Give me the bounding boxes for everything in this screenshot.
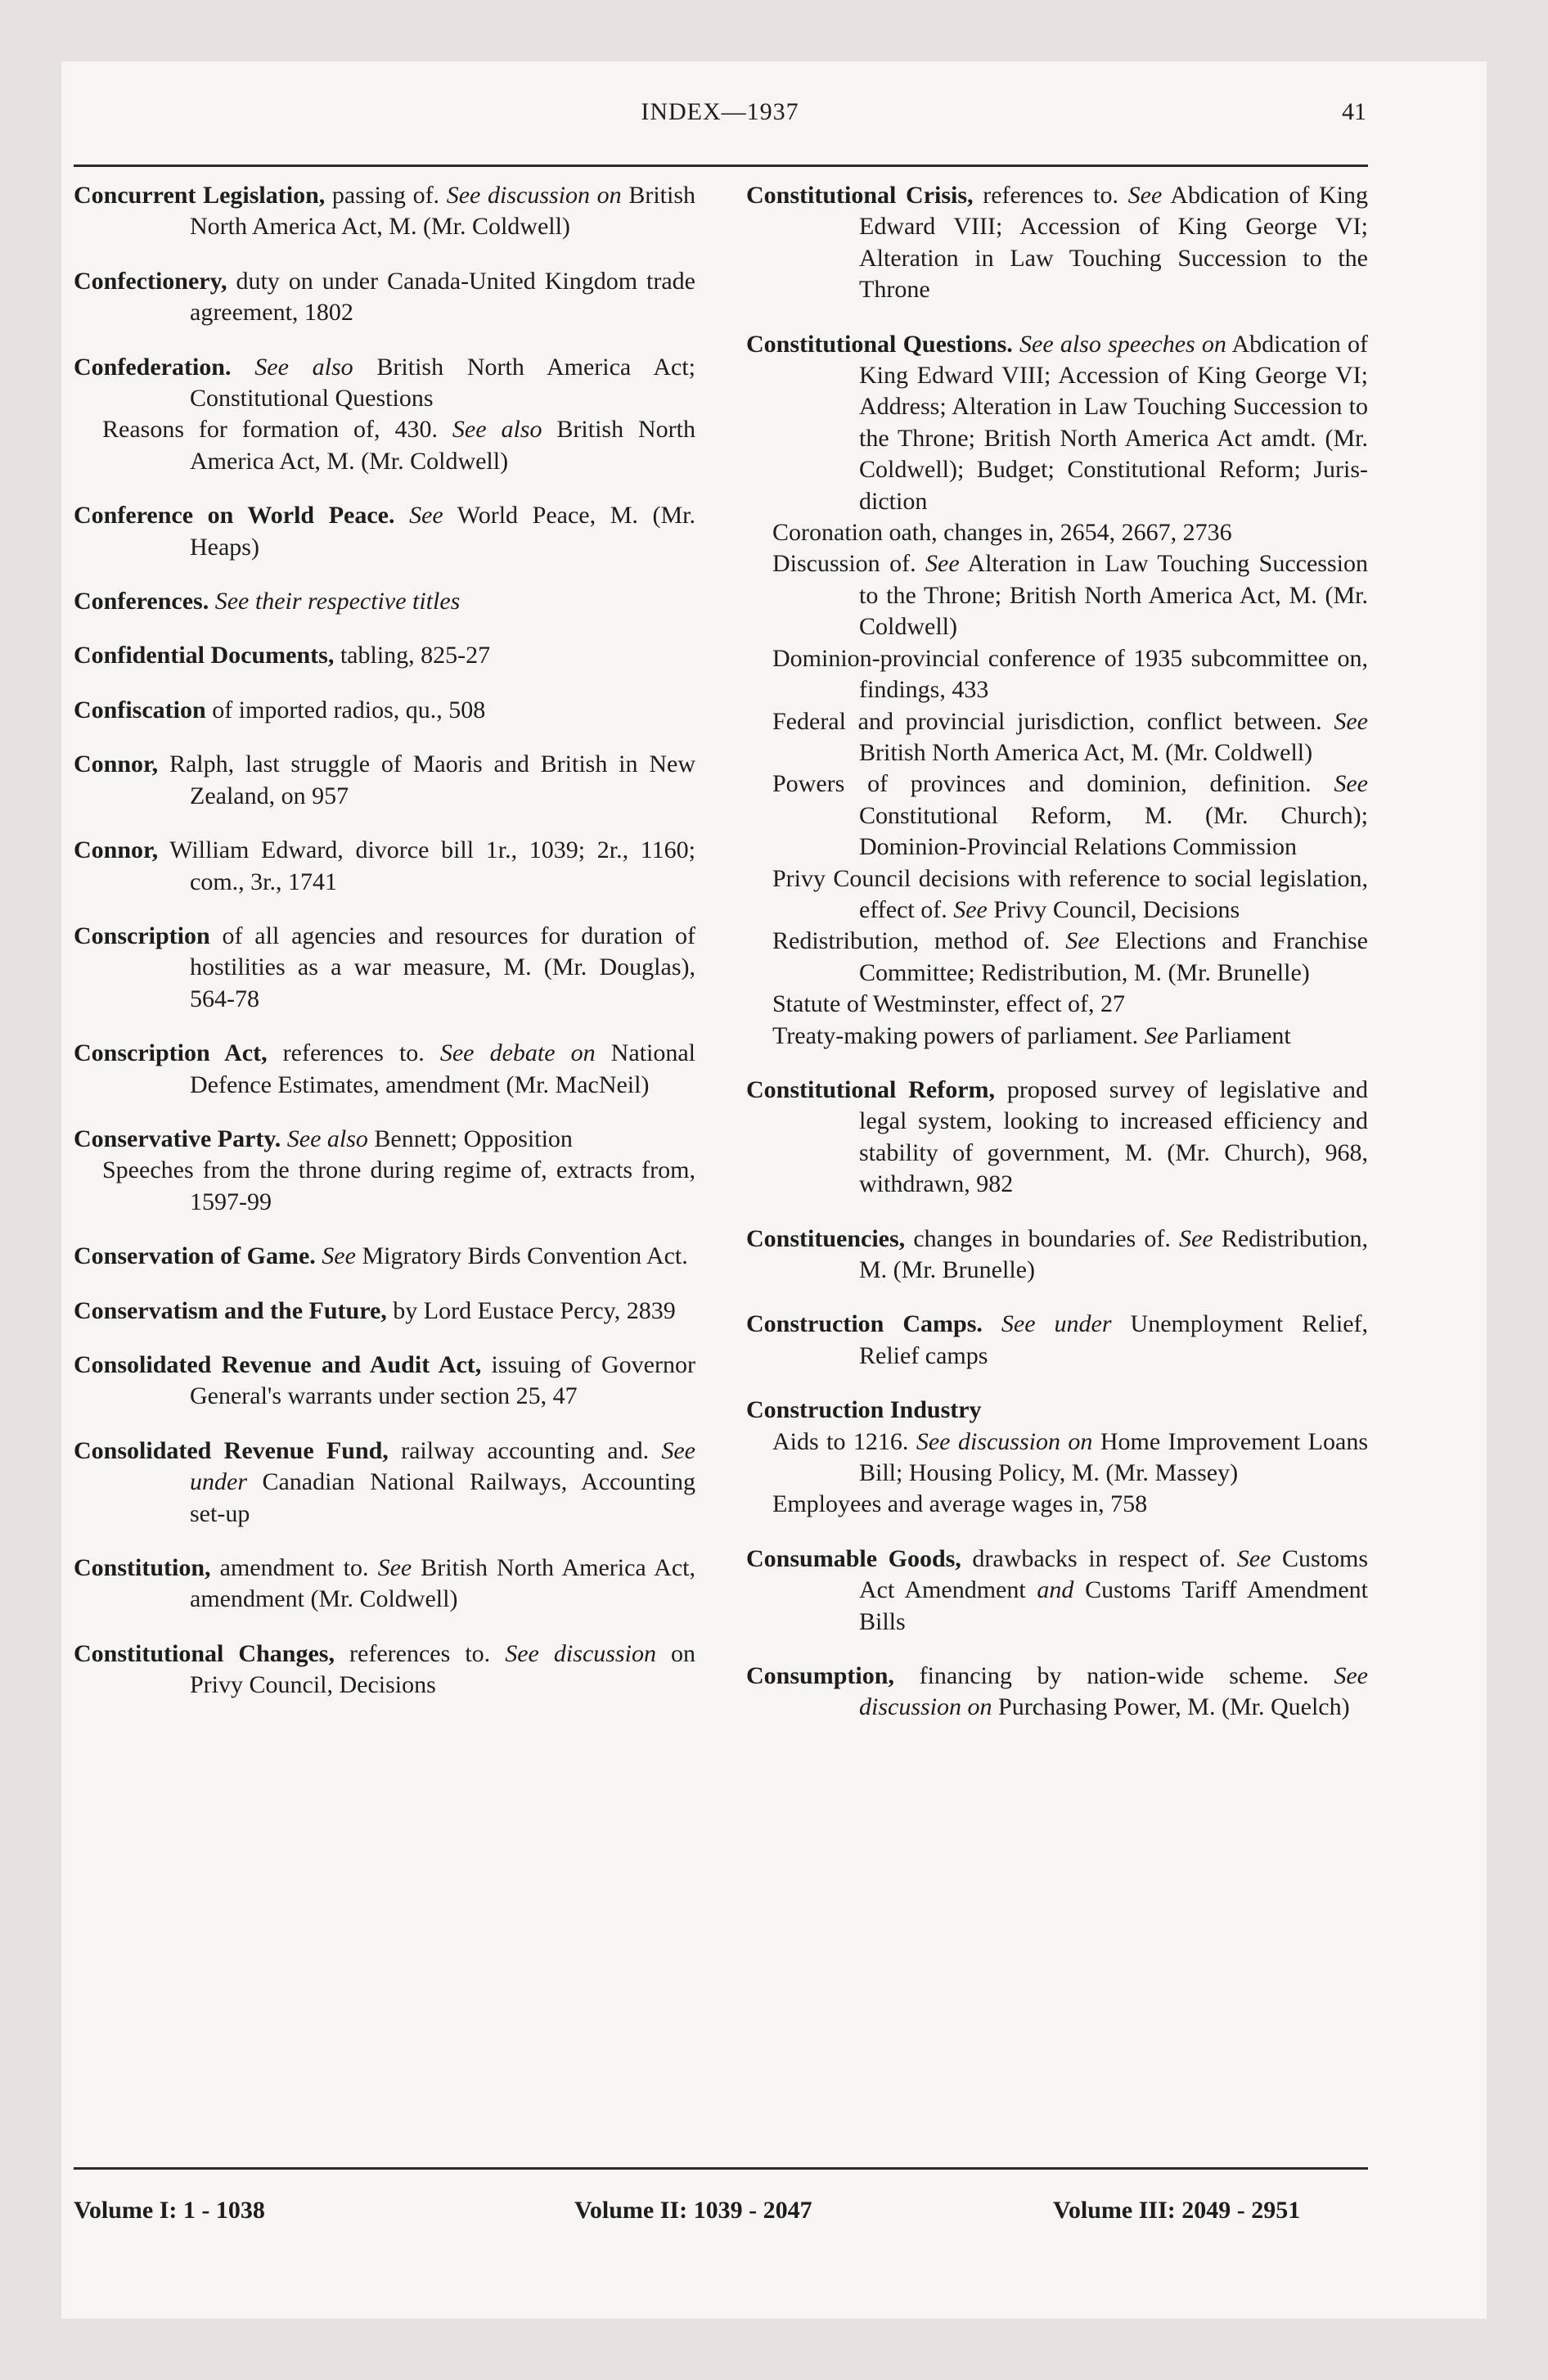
entry-heading: Construction Industry <box>746 1396 982 1424</box>
entry-text: Confidential Documents, tabling, 825-27 <box>74 642 491 669</box>
entry-heading: Conscription <box>74 922 210 949</box>
entry-heading: Constitutional Questions. <box>746 330 1013 358</box>
entry-subheading: Discussion of. See Alteration in Law Touching Succession to the Throne; British North America Act, M. (Mr. Coldwell) <box>772 550 1368 641</box>
entry-text: Confederation. See also British North America Act; Constitutional Questions <box>74 353 695 412</box>
entry-text: Consumable Goods, drawbacks in respect of. See Customs Act Amendment and Customs Tariff Amendment Bills <box>746 1544 1368 1635</box>
entry-subheading: Privy Council decisions with reference to social legislation, effect of. See Privy Council, Decisions <box>772 864 1368 923</box>
entry-subheading: Powers of provinces and dominion, definition. See Constitutional Reform, M. (Mr. Church); Dominion-Provincial Relations Commission <box>772 770 1368 861</box>
volume-footer <box>74 2197 1368 2233</box>
entry-text: Construction Camps. See under Unemployment Relief, Relief camps <box>746 1310 1368 1369</box>
entry-heading: Confiscation <box>74 696 206 723</box>
entry-heading: Consumption, <box>746 1662 894 1690</box>
index-entry <box>74 1296 695 1327</box>
entry-text <box>746 1395 1368 1426</box>
index-entry <box>74 921 695 1015</box>
entry-text: Connor, William Edward, divorce bill 1r., 1039; 2r., 1160; com., 3r., 1741 <box>74 836 695 895</box>
entry-text: Constitutional Crisis, references to. See Abdication of King Edward VIII; Accession of King George VI; Alteration in Law Touching Succession to the Throne <box>746 182 1368 304</box>
index-entry <box>74 1038 695 1101</box>
entry-text: Consumption, financing by nation-wide scheme. See discussion on Purchasing Power, M. (Mr. Quelch) <box>746 1662 1368 1721</box>
entry-text: Connor, Ralph, last struggle of Maoris and British in New Zealand, on 957 <box>74 751 695 809</box>
entry-text: Constitutional Reform, proposed survey of legislative and legal system, looking to increased efficiency and stability of government, M. (Mr. Church), 968, withdrawn, 982 <box>746 1075 1368 1198</box>
entry-text: Constitutional Questions. See also speeches on Abdication of King Edward VIII; Accession of King George VI; Address; Alteration in Law Touching Succession to the Throne; British North America Act amdt. (Mr. Coldwell); Budget; Constitutional Reform; Jurisdiction <box>746 330 1368 515</box>
entry-subheading: Employees and average wages in, 758 <box>772 1490 1148 1518</box>
index-entry <box>74 749 695 812</box>
index-entry <box>746 1075 1368 1201</box>
entry-heading: Confectionery, <box>74 267 227 295</box>
index-entry <box>74 1124 695 1218</box>
index-entry <box>74 695 695 726</box>
entry-text: Constitution, amendment to. See British North America Act, amendment (Mr. Coldwell) <box>74 1554 695 1613</box>
index-entry <box>74 1639 695 1702</box>
entry-heading: Constitutional Changes, <box>74 1639 335 1667</box>
entry-heading: Conscription Act, <box>74 1039 268 1067</box>
entry-heading: Consolidated Revenue Fund, <box>74 1436 389 1464</box>
entry-heading: Conservative Party. <box>74 1125 281 1152</box>
index-entry <box>746 1395 1368 1521</box>
entry-text: Consolidated Revenue Fund, railway accounting and. See under Canadian National Railways, Accounting set-up <box>74 1436 695 1527</box>
entry-heading: Constitution, <box>74 1554 211 1581</box>
volume-three-range: Volume III: 2049 - 2951 <box>1053 2197 1301 2224</box>
entry-text: Conservative Party. See also Bennett; Opposition <box>74 1125 573 1152</box>
index-entry <box>74 1350 695 1413</box>
entry-text: Conferences. See their respective titles <box>74 588 461 615</box>
entry-heading: Connor, <box>74 751 159 778</box>
entry-text: Conscription of all agencies and resources for duration of hostilities as a war measure, M. (Mr. Douglas), 564-78 <box>74 922 695 1012</box>
entry-subheading: Reasons for formation of, 430. See also British North America Act, M. (Mr. Coldwell) <box>102 416 696 475</box>
entry-subheading: Federal and provincial jurisdiction, conflict between. See British North America Act, M. (Mr. Coldwell) <box>772 707 1368 766</box>
index-entry <box>74 586 695 617</box>
page-number: 41 <box>1342 98 1366 125</box>
index-entry <box>746 1544 1368 1638</box>
entry-text: Conference on World Peace. See World Peace, M. (Mr. Heaps) <box>74 502 695 561</box>
index-entry <box>74 1241 695 1272</box>
header-rule <box>74 165 1368 167</box>
entry-text: Constitutional Changes, references to. See discussion on Privy Council, Decisions <box>74 1639 696 1699</box>
index-entry <box>74 640 695 671</box>
volume-two-range: Volume II: 1039 - 2047 <box>574 2197 812 2224</box>
entry-subheading: Speeches from the throne during regime of, extracts from, 1597-99 <box>102 1156 695 1215</box>
entry-text: Conscription Act, references to. See debate on National Defence Estimates, amendment (Mr. MacNeil) <box>74 1039 695 1098</box>
entry-heading: Constituencies, <box>746 1224 906 1252</box>
index-column-left <box>74 180 695 1724</box>
entry-heading: Conference on World Peace. <box>74 502 395 530</box>
index-entry <box>746 1309 1368 1372</box>
entry-heading: Confederation. <box>74 353 232 381</box>
index-entry <box>74 500 695 563</box>
entry-text: Conservation of Game. See Migratory Birds Convention Act. <box>74 1242 688 1270</box>
entry-heading: Construction Camps. <box>746 1310 983 1338</box>
index-column-right <box>746 180 1368 1747</box>
entry-text: Concurrent Legislation, passing of. See discussion on British North America Act, M. (Mr. Coldwell) <box>74 182 696 241</box>
entry-heading: Conservatism and the Future, <box>74 1296 387 1324</box>
entry-text: Confectionery, duty on under Canada-United Kingdom trade agreement, 1802 <box>74 267 695 327</box>
entry-heading: Connor, <box>74 836 159 864</box>
entry-heading: Consumable Goods, <box>746 1544 961 1572</box>
entry-heading: Conservation of Game. <box>74 1242 316 1270</box>
page-header <box>74 98 1366 139</box>
index-entry <box>746 329 1368 1052</box>
index-entry <box>74 835 695 898</box>
entry-heading: Conferences. <box>74 588 209 615</box>
index-entry <box>746 180 1368 306</box>
volume-one-range: Volume I: 1 - 1038 <box>74 2197 265 2224</box>
entry-text: Confiscation of imported radios, qu., 508 <box>74 696 486 723</box>
entry-text: Constituencies, changes in boundaries of. See Redistribution, M. (Mr. Brunelle) <box>746 1224 1368 1283</box>
entry-subheading: Coronation oath, changes in, 2654, 2667, 2736 <box>772 519 1232 547</box>
entry-heading: Constitutional Reform, <box>746 1075 996 1103</box>
entry-text: Conservatism and the Future, by Lord Eustace Percy, 2839 <box>74 1296 676 1324</box>
entry-text: Consolidated Revenue and Audit Act, issuing of Governor General's warrants under section 25, 47 <box>74 1350 695 1410</box>
entry-subheading: Treaty-making powers of parliament. See Parliament <box>772 1021 1291 1049</box>
index-entry <box>74 352 695 478</box>
index-entry <box>74 266 695 329</box>
page-title: INDEX—1937 <box>641 98 799 125</box>
entry-subheading: Redistribution, method of. See Elections and Franchise Committee; Redistribution, M. (Mr. Brunelle) <box>772 927 1368 986</box>
entry-subheading: Statute of Westminster, effect of, 27 <box>772 990 1126 1018</box>
entry-subheading: Dominion-provincial conference of 1935 subcommittee on, findings, 433 <box>772 644 1368 704</box>
index-entry <box>74 180 695 243</box>
index-entry <box>74 1553 695 1616</box>
index-entry <box>746 1224 1368 1287</box>
index-entry <box>74 1436 695 1530</box>
entry-heading: Constitutional Crisis, <box>746 182 974 209</box>
index-entry <box>746 1661 1368 1724</box>
entry-subheading: Aids to 1216. See discussion on Home Improvement Loans Bill; Housing Policy, M. (Mr. Massey) <box>772 1427 1369 1487</box>
entry-heading: Consolidated Revenue and Audit Act, <box>74 1350 482 1378</box>
entry-heading: Confidential Documents, <box>74 642 335 669</box>
entry-heading: Concurrent Legislation, <box>74 182 326 209</box>
footer-rule <box>74 2167 1368 2170</box>
